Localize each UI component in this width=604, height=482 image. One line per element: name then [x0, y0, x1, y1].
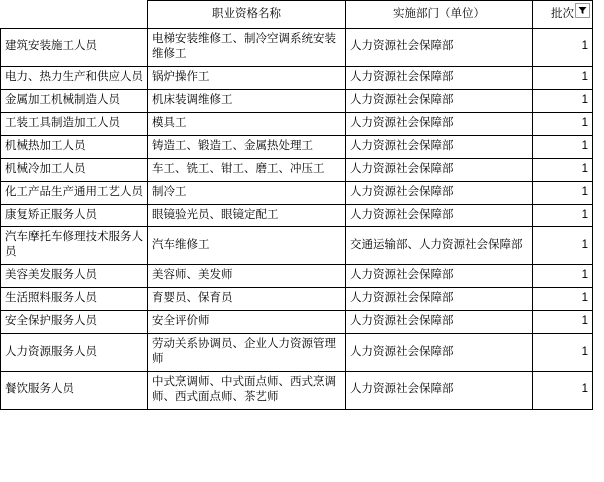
filter-icon[interactable]	[575, 3, 590, 18]
cell-batch: 1	[533, 227, 593, 265]
cell-name: 餐饮服务人员	[1, 372, 148, 410]
column-header-batch-label: 批次	[551, 7, 574, 20]
cell-occupation: 育婴员、保育员	[148, 288, 346, 311]
cell-batch: 1	[533, 334, 593, 372]
cell-batch: 1	[533, 29, 593, 67]
cell-batch: 1	[533, 311, 593, 334]
column-header-batch	[533, 1, 593, 29]
cell-name: 康复矫正服务人员	[1, 204, 148, 227]
cell-name: 安全保护服务人员	[1, 311, 148, 334]
table-row	[1, 181, 593, 204]
table-header-row	[1, 1, 593, 29]
cell-name: 美容美发服务人员	[1, 265, 148, 288]
column-header-department: 实施部门（单位）	[346, 1, 533, 29]
cell-name: 人力资源服务人员	[1, 334, 148, 372]
table-row	[1, 334, 593, 372]
cell-department: 人力资源社会保障部	[346, 372, 533, 410]
cell-occupation: 车工、铣工、钳工、磨工、冲压工	[148, 158, 346, 181]
cell-department: 人力资源社会保障部	[346, 204, 533, 227]
cell-department: 人力资源社会保障部	[346, 265, 533, 288]
cell-department: 人力资源社会保障部	[346, 29, 533, 67]
table-row	[1, 204, 593, 227]
cell-name: 建筑安装施工人员	[1, 29, 148, 67]
cell-occupation: 眼镜验光员、眼镜定配工	[148, 204, 346, 227]
cell-name: 电力、热力生产和供应人员	[1, 66, 148, 89]
cell-name: 生活照料服务人员	[1, 288, 148, 311]
cell-batch: 1	[533, 265, 593, 288]
cell-occupation: 劳动关系协调员、企业人力资源管理师	[148, 334, 346, 372]
cell-batch: 1	[533, 288, 593, 311]
cell-department: 人力资源社会保障部	[346, 311, 533, 334]
table-row	[1, 311, 593, 334]
column-header-occupation: 职业资格名称	[148, 1, 346, 29]
cell-name: 机械热加工人员	[1, 135, 148, 158]
cell-occupation: 制冷工	[148, 181, 346, 204]
cell-occupation: 机床装调维修工	[148, 89, 346, 112]
table-row	[1, 158, 593, 181]
cell-occupation: 安全评价师	[148, 311, 346, 334]
table-row	[1, 227, 593, 265]
cell-occupation: 电梯安装维修工、制冷空调系统安装维修工	[148, 29, 346, 67]
cell-name: 汽车摩托车修理技术服务人员	[1, 227, 148, 265]
cell-department: 交通运输部、人力资源社会保障部	[346, 227, 533, 265]
table-row	[1, 288, 593, 311]
cell-batch: 1	[533, 89, 593, 112]
table-body	[1, 29, 593, 410]
cell-name: 化工产品生产通用工艺人员	[1, 181, 148, 204]
table-row	[1, 89, 593, 112]
cell-name: 机械冷加工人员	[1, 158, 148, 181]
cell-department: 人力资源社会保障部	[346, 112, 533, 135]
cell-batch: 1	[533, 204, 593, 227]
cell-department: 人力资源社会保障部	[346, 66, 533, 89]
cell-department: 人力资源社会保障部	[346, 181, 533, 204]
cell-batch: 1	[533, 135, 593, 158]
cell-batch: 1	[533, 181, 593, 204]
cell-occupation: 锅炉操作工	[148, 66, 346, 89]
cell-department: 人力资源社会保障部	[346, 89, 533, 112]
cell-department: 人力资源社会保障部	[346, 288, 533, 311]
cell-occupation: 汽车维修工	[148, 227, 346, 265]
cell-occupation: 美容师、美发师	[148, 265, 346, 288]
cell-occupation: 铸造工、锻造工、金属热处理工	[148, 135, 346, 158]
cell-occupation: 中式烹调师、中式面点师、西式烹调师、西式面点师、茶艺师	[148, 372, 346, 410]
table-row	[1, 372, 593, 410]
cell-occupation: 模具工	[148, 112, 346, 135]
cell-department: 人力资源社会保障部	[346, 158, 533, 181]
table-row	[1, 135, 593, 158]
cell-department: 人力资源社会保障部	[346, 334, 533, 372]
cell-batch: 1	[533, 372, 593, 410]
cell-batch: 1	[533, 112, 593, 135]
cell-batch: 1	[533, 158, 593, 181]
table-row	[1, 66, 593, 89]
cell-name: 工装工具制造加工人员	[1, 112, 148, 135]
table-row	[1, 29, 593, 67]
column-header-blank	[1, 1, 148, 29]
cell-department: 人力资源社会保障部	[346, 135, 533, 158]
table-row	[1, 265, 593, 288]
cell-name: 金属加工机械制造人员	[1, 89, 148, 112]
cell-batch: 1	[533, 66, 593, 89]
table-row	[1, 112, 593, 135]
